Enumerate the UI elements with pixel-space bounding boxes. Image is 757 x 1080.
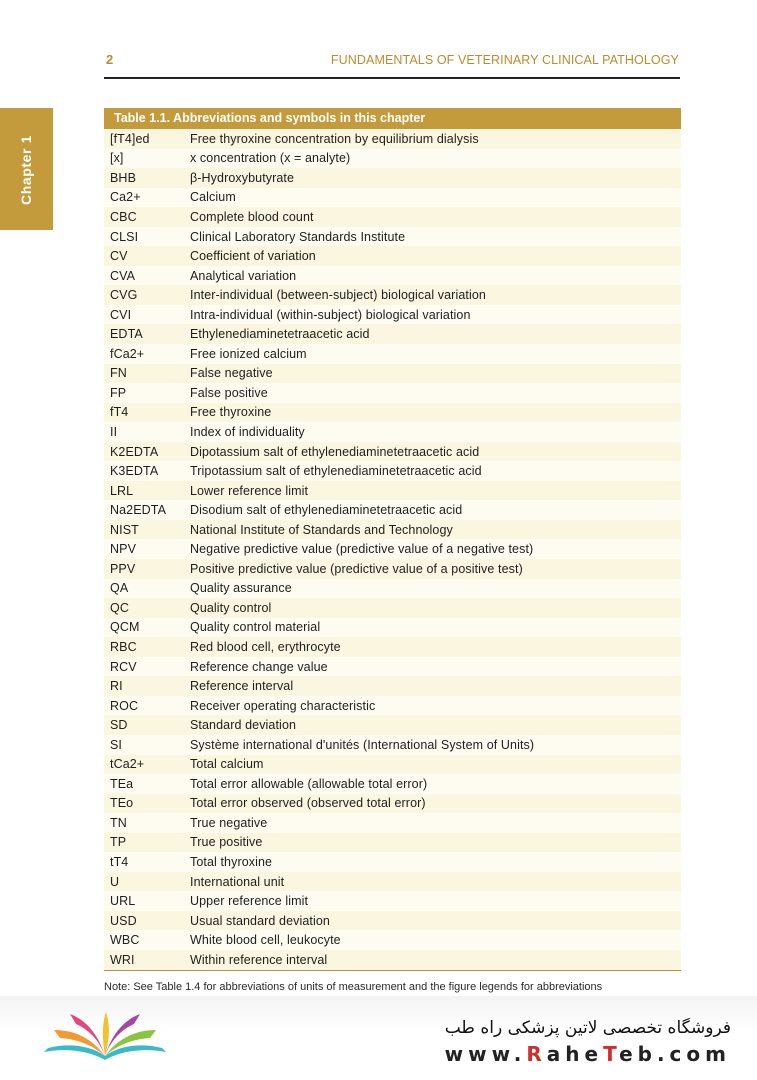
table-row bbox=[104, 481, 681, 501]
url-part: ahe bbox=[546, 1042, 604, 1066]
definition-cell: Lower reference limit bbox=[190, 483, 309, 498]
table-row bbox=[104, 266, 681, 286]
abbreviation-cell: II bbox=[110, 424, 118, 439]
table-row bbox=[104, 794, 681, 814]
table-row bbox=[104, 579, 681, 599]
definition-cell: Usual standard deviation bbox=[190, 913, 330, 928]
header-rule bbox=[104, 77, 680, 79]
table-row bbox=[104, 285, 681, 305]
table-row bbox=[104, 676, 681, 696]
abbreviation-cell: fCa2+ bbox=[110, 346, 145, 361]
abbreviations-table bbox=[104, 108, 681, 971]
abbreviation-cell: tT4 bbox=[110, 855, 129, 869]
table-row bbox=[104, 227, 681, 247]
definition-cell: Coefficient of variation bbox=[190, 249, 316, 264]
abbreviation-cell: WRI bbox=[110, 952, 135, 967]
abbreviation-cell: RCV bbox=[110, 659, 137, 674]
open-book-logo-icon bbox=[40, 1008, 170, 1070]
abbreviation-cell: NIST bbox=[110, 522, 139, 537]
definition-cell: Quality assurance bbox=[190, 581, 292, 596]
url-part: eb.com bbox=[619, 1042, 731, 1066]
table-row bbox=[104, 500, 681, 520]
definition-cell: False positive bbox=[190, 385, 268, 400]
table-row bbox=[104, 364, 681, 384]
table-row bbox=[104, 657, 681, 677]
abbreviation-cell: TN bbox=[110, 815, 127, 830]
definition-cell: Tripotassium salt of ethylenediaminetetraacetic acid bbox=[190, 464, 482, 479]
definition-cell: True negative bbox=[190, 815, 268, 830]
definition-cell: True positive bbox=[190, 835, 263, 850]
table-row bbox=[104, 403, 681, 423]
table-row bbox=[104, 422, 681, 442]
abbreviation-cell: QC bbox=[110, 600, 129, 615]
table-note: Note: See Table 1.4 for abbreviations of units of measurement and the figure legends for abbreviations bbox=[104, 981, 603, 993]
definition-cell: Red blood cell, erythrocyte bbox=[190, 639, 341, 654]
definition-cell: Within reference interval bbox=[190, 952, 328, 967]
abbreviation-cell: TP bbox=[110, 835, 127, 850]
table-title: Table 1.1. Abbreviations and symbols in this chapter bbox=[104, 108, 681, 129]
abbreviation-cell: RBC bbox=[110, 639, 137, 654]
table-row bbox=[104, 559, 681, 579]
running-title: FUNDAMENTALS OF VETERINARY CLINICAL PATHOLOGY bbox=[330, 53, 679, 67]
definition-cell: Système international d'unités (International System of Units) bbox=[190, 737, 535, 752]
table-row bbox=[104, 891, 681, 911]
definition-cell: Standard deviation bbox=[190, 718, 297, 733]
table-body bbox=[104, 129, 681, 971]
abbreviation-cell: CVA bbox=[110, 268, 136, 283]
definition-cell: Inter-individual (between-subject) biological variation bbox=[190, 288, 486, 303]
abbreviation-cell: TEa bbox=[110, 776, 134, 791]
table-row bbox=[104, 696, 681, 716]
page-number: 2 bbox=[106, 52, 114, 67]
table-row bbox=[104, 755, 681, 775]
abbreviation-cell: USD bbox=[110, 913, 137, 928]
definition-cell: Dipotassium salt of ethylenediaminetetraacetic acid bbox=[190, 444, 480, 459]
table-row bbox=[104, 344, 681, 364]
definition-cell: Reference change value bbox=[190, 659, 328, 674]
definition-cell: Intra-individual (within-subject) biological variation bbox=[190, 307, 471, 322]
abbreviation-cell: QA bbox=[110, 581, 129, 596]
url-part-highlight: T bbox=[603, 1042, 620, 1066]
abbreviation-cell: K2EDTA bbox=[110, 444, 159, 459]
definition-cell: False negative bbox=[190, 366, 273, 381]
table-row bbox=[104, 520, 681, 540]
table-row bbox=[104, 735, 681, 755]
abbreviation-cell: K3EDTA bbox=[110, 464, 159, 479]
table-row bbox=[104, 637, 681, 657]
definition-cell: Negative predictive value (predictive value of a negative test) bbox=[190, 542, 534, 557]
definition-cell: National Institute of Standards and Technology bbox=[190, 522, 453, 537]
table-row bbox=[104, 149, 681, 169]
definition-cell: x concentration (x = analyte) bbox=[190, 151, 351, 166]
abbreviation-cell: EDTA bbox=[110, 327, 143, 342]
table-row bbox=[104, 442, 681, 462]
abbreviation-cell: tCa2+ bbox=[110, 757, 145, 772]
abbreviation-cell: CVG bbox=[110, 288, 138, 303]
table-row bbox=[104, 715, 681, 735]
abbreviation-cell: [fT4]ed bbox=[110, 131, 150, 146]
abbreviation-cell: FP bbox=[110, 385, 127, 400]
abbreviation-cell: SI bbox=[110, 737, 123, 752]
table-row bbox=[104, 872, 681, 892]
definition-cell: Index of individuality bbox=[190, 424, 305, 439]
table-row bbox=[104, 852, 681, 872]
definition-cell: Free thyroxine bbox=[190, 405, 272, 420]
table-row bbox=[104, 774, 681, 794]
abbreviation-cell: URL bbox=[110, 894, 136, 909]
table-row bbox=[104, 305, 681, 325]
abbreviation-cell: TEo bbox=[110, 796, 134, 811]
abbreviation-cell: CLSI bbox=[110, 229, 139, 244]
abbreviation-cell: [x] bbox=[110, 151, 124, 166]
table-row bbox=[104, 129, 681, 149]
store-name: فروشگاه تخصصی لاتین پزشکی راه طب bbox=[444, 1018, 731, 1038]
abbreviation-cell: U bbox=[110, 874, 120, 889]
abbreviation-cell: Na2EDTA bbox=[110, 503, 167, 518]
definition-cell: Total thyroxine bbox=[190, 855, 273, 869]
definition-cell: Ethylenediaminetetraacetic acid bbox=[190, 327, 370, 342]
abbreviation-cell: CV bbox=[110, 249, 128, 264]
definition-cell: Positive predictive value (predictive value of a positive test) bbox=[190, 561, 523, 576]
abbreviation-cell: NPV bbox=[110, 542, 137, 557]
abbreviation-cell: CBC bbox=[110, 209, 137, 224]
definition-cell: Clinical Laboratory Standards Institute bbox=[190, 229, 406, 244]
definition-cell: Total error allowable (allowable total error) bbox=[190, 776, 428, 791]
definition-cell: White blood cell, leukocyte bbox=[190, 933, 341, 948]
abbreviation-cell: ROC bbox=[110, 698, 139, 713]
definition-cell: Receiver operating characteristic bbox=[190, 698, 376, 713]
abbreviation-cell: RI bbox=[110, 679, 123, 694]
definition-cell: Reference interval bbox=[190, 679, 294, 694]
definition-cell: Disodium salt of ethylenediaminetetraacetic acid bbox=[190, 503, 463, 518]
abbreviation-cell: fT4 bbox=[110, 405, 129, 420]
definition-cell: Complete blood count bbox=[190, 209, 314, 224]
definition-cell: Analytical variation bbox=[190, 268, 297, 283]
definition-cell: Total error observed (observed total error) bbox=[190, 796, 426, 811]
definition-cell: Total calcium bbox=[190, 757, 264, 772]
abbreviation-cell: CVI bbox=[110, 307, 132, 322]
table-row bbox=[104, 207, 681, 227]
table-row bbox=[104, 246, 681, 266]
table-row bbox=[104, 461, 681, 481]
abbreviation-cell: LRL bbox=[110, 483, 134, 498]
table-row bbox=[104, 833, 681, 853]
definition-cell: Upper reference limit bbox=[190, 894, 309, 909]
table-row bbox=[104, 911, 681, 931]
abbreviation-cell: SD bbox=[110, 718, 128, 733]
abbreviation-cell: QCM bbox=[110, 620, 140, 635]
table-row bbox=[104, 930, 681, 950]
table-row bbox=[104, 950, 681, 970]
table-row bbox=[104, 324, 681, 344]
table-row bbox=[104, 383, 681, 403]
abbreviation-cell: FN bbox=[110, 366, 127, 381]
definition-cell: Quality control material bbox=[190, 620, 321, 635]
definition-cell: Calcium bbox=[190, 190, 236, 205]
table-row bbox=[104, 188, 681, 208]
definition-cell: International unit bbox=[190, 874, 285, 889]
table-row bbox=[104, 598, 681, 618]
abbreviation-cell: BHB bbox=[110, 170, 137, 185]
chapter-tab-label: Chapter 1 bbox=[18, 135, 34, 205]
table-row bbox=[104, 618, 681, 638]
url-part-highlight: R bbox=[526, 1042, 547, 1066]
abbreviation-cell: Ca2+ bbox=[110, 190, 141, 205]
table-row bbox=[104, 168, 681, 188]
table-row bbox=[104, 813, 681, 833]
definition-cell: Free ionized calcium bbox=[190, 346, 307, 361]
store-url[interactable] bbox=[445, 1042, 731, 1066]
abbreviation-cell: PPV bbox=[110, 561, 136, 576]
definition-cell: Free thyroxine concentration by equilibrium dialysis bbox=[190, 131, 479, 146]
definition-cell: Quality control bbox=[190, 600, 272, 615]
store-footer bbox=[0, 996, 757, 1080]
url-part: www. bbox=[444, 1042, 527, 1066]
table-row bbox=[104, 539, 681, 559]
abbreviation-cell: WBC bbox=[110, 933, 140, 948]
definition-cell: β-Hydroxybutyrate bbox=[190, 170, 295, 185]
